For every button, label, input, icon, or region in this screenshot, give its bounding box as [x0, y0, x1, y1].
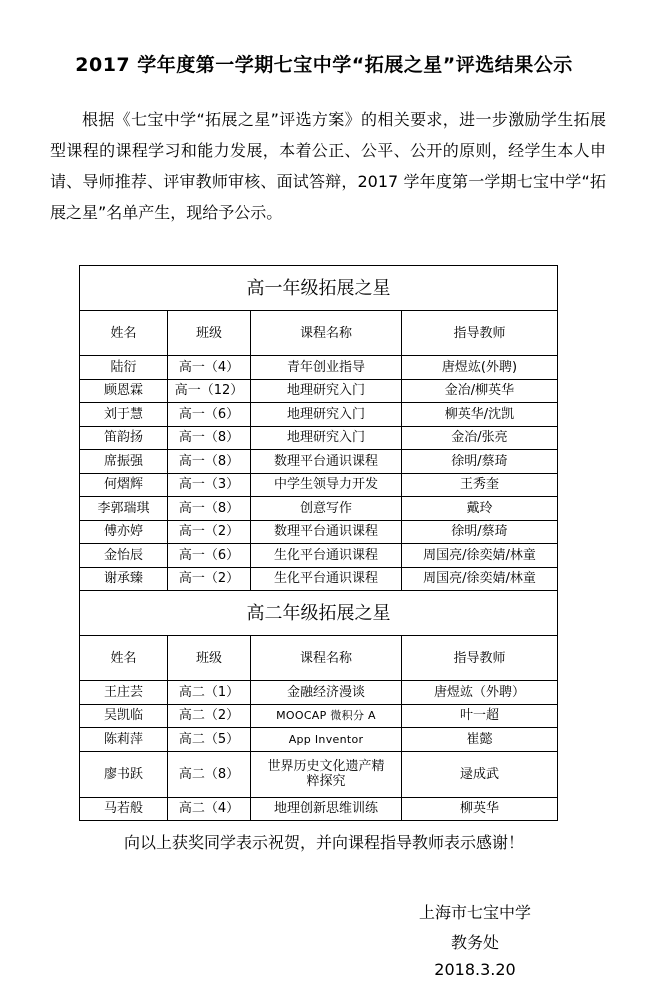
course-name: App Inventor [251, 728, 402, 752]
course-name: 青年创业指导 [251, 356, 402, 380]
course-name: 生化平台通识课程 [251, 567, 402, 591]
intro-paragraph: 根据《七宝中学“拓展之星”评选方案》的相关要求，进一步激励学生拓展型课程的课程学习和能力发展，本着公正、公平、公开的原则，经学生本人申请、导师推荐、评审教师审核、面试答辩，2017 学年度第一学期七宝中学“拓展之星”名单产生，现给予公示。 [50, 110, 606, 222]
student-class: 高一（3） [168, 473, 251, 497]
student-name: 陈莉萍 [80, 728, 168, 752]
student-name: 陆衍 [80, 356, 168, 380]
header-name: 姓名 [80, 636, 168, 681]
mentor-name: 周国亮/徐奕婧/林童 [402, 567, 558, 591]
course-name: 数理平台通识课程 [251, 520, 402, 544]
course-name: 金融经济漫谈 [251, 681, 402, 705]
mentor-name: 徐明/蔡琦 [402, 450, 558, 474]
section-title-row [80, 266, 558, 311]
table-row [80, 379, 558, 403]
student-name: 刘于慧 [80, 403, 168, 427]
student-class: 高一（8） [168, 497, 251, 521]
header-class: 班级 [168, 311, 251, 356]
student-class: 高二（5） [168, 728, 251, 752]
student-name: 金怡辰 [80, 544, 168, 568]
course-name: 数理平台通识课程 [251, 450, 402, 474]
table-row [80, 520, 558, 544]
table-row [80, 403, 558, 427]
header-mentor: 指导教师 [402, 311, 558, 356]
student-class: 高一（8） [168, 450, 251, 474]
header-course: 课程名称 [251, 636, 402, 681]
course-name: 地理研究入门 [251, 426, 402, 450]
course-name: 地理研究入门 [251, 403, 402, 427]
section-title-row [80, 591, 558, 636]
student-class: 高二（4） [168, 797, 251, 821]
section-title-grade10: 高一年级拓展之星 [80, 266, 558, 311]
table-row [80, 704, 558, 728]
mentor-name: 柳英华/沈凯 [402, 403, 558, 427]
header-course: 课程名称 [251, 311, 402, 356]
table-row [80, 426, 558, 450]
mentor-name: 唐煜竑(外聘) [402, 356, 558, 380]
mentor-name: 金冶/张亮 [402, 426, 558, 450]
mentor-name: 叶一超 [402, 704, 558, 728]
mentor-name: 徐明/蔡琦 [402, 520, 558, 544]
student-class: 高一（2） [168, 567, 251, 591]
student-class: 高一（8） [168, 426, 251, 450]
student-class: 高二（8） [168, 751, 251, 797]
mentor-name: 逯成武 [402, 751, 558, 797]
course-name: 世界历史文化遗产精粹探究 [251, 751, 402, 797]
student-name: 何熠辉 [80, 473, 168, 497]
table-row [80, 497, 558, 521]
mentor-name: 唐煜竑（外聘） [402, 681, 558, 705]
course-name: 地理创新思维训练 [251, 797, 402, 821]
student-name: 席振强 [80, 450, 168, 474]
table-row [80, 728, 558, 752]
signature-school: 上海市七宝中学 [418, 903, 531, 922]
header-class: 班级 [168, 636, 251, 681]
header-row [80, 311, 558, 356]
course-name: 生化平台通识课程 [251, 544, 402, 568]
closing-message: 向以上获奖同学表示祝贺，并向课程指导教师表示感谢！ [123, 833, 524, 852]
header-name: 姓名 [80, 311, 168, 356]
table-row [80, 567, 558, 591]
page-title: 2017 学年度第一学期七宝中学“拓展之星”评选结果公示 [75, 54, 573, 76]
signature-office: 教务处 [450, 933, 499, 952]
table-row [80, 797, 558, 821]
student-class: 高二（2） [168, 704, 251, 728]
header-mentor: 指导教师 [402, 636, 558, 681]
table-row [80, 751, 558, 797]
mentor-name: 柳英华 [402, 797, 558, 821]
table-row [80, 473, 558, 497]
student-name: 廖书跃 [80, 751, 168, 797]
signature-date: 2018.3.20 [434, 960, 516, 979]
mentor-name: 王秀奎 [402, 473, 558, 497]
mentor-name: 戴玲 [402, 497, 558, 521]
table-row [80, 450, 558, 474]
course-name: 中学生领导力开发 [251, 473, 402, 497]
table-row [80, 544, 558, 568]
student-class: 高一（12） [168, 379, 251, 403]
header-row [80, 636, 558, 681]
table-row [80, 681, 558, 705]
student-class: 高二（1） [168, 681, 251, 705]
student-name: 谢承臻 [80, 567, 168, 591]
course-name: 地理研究入门 [251, 379, 402, 403]
student-class: 高一（2） [168, 520, 251, 544]
stars-table [79, 265, 558, 821]
student-name: 顾恩霖 [80, 379, 168, 403]
student-name: 笛韵扬 [80, 426, 168, 450]
mentor-name: 周国亮/徐奕婧/林童 [402, 544, 558, 568]
student-name: 吴凯临 [80, 704, 168, 728]
course-name: MOOCAP 微积分 A [251, 704, 402, 728]
section-title-grade11: 高二年级拓展之星 [80, 591, 558, 636]
student-name: 王庄芸 [80, 681, 168, 705]
student-class: 高一（4） [168, 356, 251, 380]
student-name: 李郭瑞琪 [80, 497, 168, 521]
student-class: 高一（6） [168, 544, 251, 568]
student-name: 马若般 [80, 797, 168, 821]
mentor-name: 金冶/柳英华 [402, 379, 558, 403]
table-row [80, 356, 558, 380]
course-name: 创意写作 [251, 497, 402, 521]
student-name: 傅亦婷 [80, 520, 168, 544]
mentor-name: 崔懿 [402, 728, 558, 752]
student-class: 高一（6） [168, 403, 251, 427]
